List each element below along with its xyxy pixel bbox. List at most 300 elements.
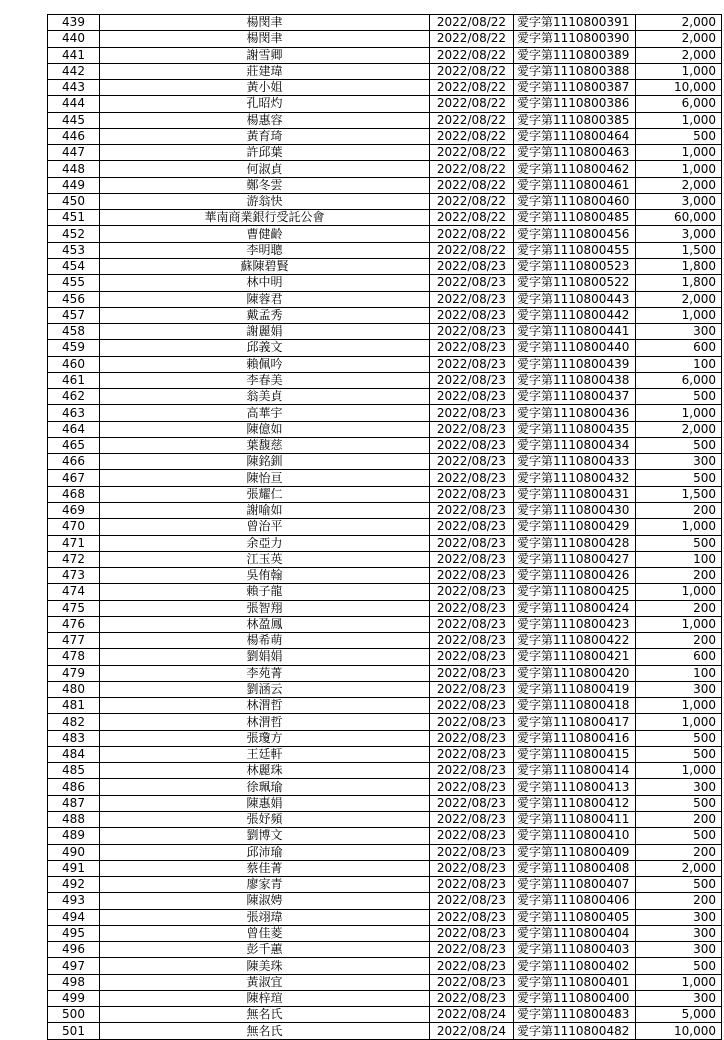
amount-cell: 2,000 — [636, 177, 722, 193]
donation-date-cell: 2022/08/22 — [430, 128, 514, 144]
amount-cell: 600 — [636, 649, 722, 665]
serial-number-cell: 461 — [48, 372, 100, 388]
serial-number-cell: 498 — [48, 974, 100, 990]
donor-name-cell: 無名氏 — [100, 1023, 430, 1039]
serial-number-cell: 464 — [48, 421, 100, 437]
receipt-number-cell: 愛字第1110800421 — [514, 649, 636, 665]
amount-cell: 500 — [636, 795, 722, 811]
serial-number-cell: 470 — [48, 519, 100, 535]
donation-date-cell: 2022/08/23 — [430, 942, 514, 958]
amount-cell: 500 — [636, 746, 722, 762]
receipt-number-cell: 愛字第1110800426 — [514, 568, 636, 584]
donor-name-cell: 謝麗娟 — [100, 324, 430, 340]
donor-name-cell: 曾佳菱 — [100, 925, 430, 941]
serial-number-cell: 494 — [48, 909, 100, 925]
amount-cell: 500 — [636, 958, 722, 974]
table-row — [48, 616, 722, 632]
receipt-number-cell: 愛字第1110800403 — [514, 942, 636, 958]
receipt-number-cell: 愛字第1110800413 — [514, 779, 636, 795]
receipt-number-cell: 愛字第1110800423 — [514, 616, 636, 632]
amount-cell: 500 — [636, 470, 722, 486]
donation-date-cell: 2022/08/23 — [430, 551, 514, 567]
amount-cell: 500 — [636, 389, 722, 405]
amount-cell: 300 — [636, 909, 722, 925]
donation-date-cell: 2022/08/23 — [430, 990, 514, 1006]
amount-cell: 200 — [636, 568, 722, 584]
serial-number-cell: 486 — [48, 779, 100, 795]
donor-name-cell: 張智翔 — [100, 600, 430, 616]
table-row — [48, 893, 722, 909]
table-row — [48, 812, 722, 828]
receipt-number-cell: 愛字第1110800424 — [514, 600, 636, 616]
amount-cell: 200 — [636, 893, 722, 909]
donor-name-cell: 陳怡亘 — [100, 470, 430, 486]
amount-cell: 1,800 — [636, 275, 722, 291]
receipt-number-cell: 愛字第1110800437 — [514, 389, 636, 405]
amount-cell: 500 — [636, 828, 722, 844]
table-row — [48, 990, 722, 1006]
table-row — [48, 63, 722, 79]
donor-name-cell: 李苑菁 — [100, 665, 430, 681]
donor-name-cell: 蔡佳菁 — [100, 860, 430, 876]
table-row — [48, 356, 722, 372]
donor-name-cell: 謝雪卿 — [100, 47, 430, 63]
donation-date-cell: 2022/08/23 — [430, 568, 514, 584]
serial-number-cell: 469 — [48, 502, 100, 518]
donor-name-cell: 彭千蕙 — [100, 942, 430, 958]
amount-cell: 300 — [636, 942, 722, 958]
table-row — [48, 145, 722, 161]
serial-number-cell: 450 — [48, 193, 100, 209]
donation-date-cell: 2022/08/22 — [430, 226, 514, 242]
table-row — [48, 795, 722, 811]
serial-number-cell: 496 — [48, 942, 100, 958]
donor-name-cell: 徐珮瑜 — [100, 779, 430, 795]
donation-date-cell: 2022/08/22 — [430, 161, 514, 177]
donation-table-body — [48, 15, 722, 1040]
donation-date-cell: 2022/08/22 — [430, 15, 514, 31]
donation-date-cell: 2022/08/23 — [430, 421, 514, 437]
donor-name-cell: 劉娟娟 — [100, 649, 430, 665]
amount-cell: 200 — [636, 812, 722, 828]
donation-date-cell: 2022/08/22 — [430, 193, 514, 209]
receipt-number-cell: 愛字第1110800387 — [514, 80, 636, 96]
serial-number-cell: 487 — [48, 795, 100, 811]
serial-number-cell: 481 — [48, 698, 100, 714]
donor-name-cell: 無名氏 — [100, 1007, 430, 1023]
amount-cell: 1,000 — [636, 112, 722, 128]
donation-date-cell: 2022/08/22 — [430, 242, 514, 258]
donation-date-cell: 2022/08/22 — [430, 210, 514, 226]
donation-date-cell: 2022/08/24 — [430, 1007, 514, 1023]
serial-number-cell: 468 — [48, 486, 100, 502]
receipt-number-cell: 愛字第1110800402 — [514, 958, 636, 974]
table-row — [48, 275, 722, 291]
amount-cell: 2,000 — [636, 47, 722, 63]
amount-cell: 1,000 — [636, 584, 722, 600]
donation-date-cell: 2022/08/23 — [430, 324, 514, 340]
receipt-number-cell: 愛字第1110800422 — [514, 633, 636, 649]
receipt-number-cell: 愛字第1110800485 — [514, 210, 636, 226]
amount-cell: 2,000 — [636, 31, 722, 47]
donor-name-cell: 余亞力 — [100, 535, 430, 551]
table-row — [48, 714, 722, 730]
amount-cell: 1,000 — [636, 974, 722, 990]
amount-cell: 1,000 — [636, 698, 722, 714]
donation-date-cell: 2022/08/23 — [430, 665, 514, 681]
receipt-number-cell: 愛字第1110800463 — [514, 145, 636, 161]
donation-date-cell: 2022/08/23 — [430, 437, 514, 453]
table-row — [48, 96, 722, 112]
receipt-number-cell: 愛字第1110800410 — [514, 828, 636, 844]
receipt-number-cell: 愛字第1110800522 — [514, 275, 636, 291]
amount-cell: 2,000 — [636, 291, 722, 307]
serial-number-cell: 474 — [48, 584, 100, 600]
amount-cell: 200 — [636, 633, 722, 649]
donor-name-cell: 鄭冬雲 — [100, 177, 430, 193]
serial-number-cell: 500 — [48, 1007, 100, 1023]
receipt-number-cell: 愛字第1110800417 — [514, 714, 636, 730]
table-row — [48, 1007, 722, 1023]
serial-number-cell: 466 — [48, 454, 100, 470]
amount-cell: 1,500 — [636, 242, 722, 258]
table-row — [48, 551, 722, 567]
donor-name-cell: 游翁快 — [100, 193, 430, 209]
receipt-number-cell: 愛字第1110800483 — [514, 1007, 636, 1023]
amount-cell: 3,000 — [636, 226, 722, 242]
donation-date-cell: 2022/08/23 — [430, 486, 514, 502]
table-row — [48, 502, 722, 518]
receipt-number-cell: 愛字第1110800404 — [514, 925, 636, 941]
table-row — [48, 584, 722, 600]
serial-number-cell: 489 — [48, 828, 100, 844]
donation-date-cell: 2022/08/23 — [430, 909, 514, 925]
table-row — [48, 307, 722, 323]
serial-number-cell: 490 — [48, 844, 100, 860]
table-row — [48, 389, 722, 405]
donor-name-cell: 江玉英 — [100, 551, 430, 567]
amount-cell: 5,000 — [636, 1007, 722, 1023]
receipt-number-cell: 愛字第1110800419 — [514, 681, 636, 697]
table-row — [48, 746, 722, 762]
receipt-number-cell: 愛字第1110800440 — [514, 340, 636, 356]
serial-number-cell: 497 — [48, 958, 100, 974]
table-row — [48, 633, 722, 649]
donor-name-cell: 翁美貞 — [100, 389, 430, 405]
amount-cell: 1,000 — [636, 714, 722, 730]
amount-cell: 500 — [636, 128, 722, 144]
donor-name-cell: 黃育琦 — [100, 128, 430, 144]
table-row — [48, 31, 722, 47]
donor-name-cell: 張瓊方 — [100, 730, 430, 746]
donor-name-cell: 陳惠娟 — [100, 795, 430, 811]
serial-number-cell: 442 — [48, 63, 100, 79]
table-row — [48, 128, 722, 144]
donation-date-cell: 2022/08/22 — [430, 63, 514, 79]
table-row — [48, 454, 722, 470]
table-row — [48, 372, 722, 388]
receipt-number-cell: 愛字第1110800456 — [514, 226, 636, 242]
table-row — [48, 421, 722, 437]
table-row — [48, 730, 722, 746]
amount-cell: 3,000 — [636, 193, 722, 209]
receipt-number-cell: 愛字第1110800400 — [514, 990, 636, 1006]
donor-name-cell: 陳蓉君 — [100, 291, 430, 307]
table-row — [48, 340, 722, 356]
table-row — [48, 161, 722, 177]
serial-number-cell: 443 — [48, 80, 100, 96]
serial-number-cell: 476 — [48, 616, 100, 632]
donor-name-cell: 曾治平 — [100, 519, 430, 535]
receipt-number-cell: 愛字第1110800428 — [514, 535, 636, 551]
donor-name-cell: 莊建瑋 — [100, 63, 430, 79]
receipt-number-cell: 愛字第1110800462 — [514, 161, 636, 177]
serial-number-cell: 441 — [48, 47, 100, 63]
receipt-number-cell: 愛字第1110800455 — [514, 242, 636, 258]
donor-name-cell: 楊閔聿 — [100, 31, 430, 47]
serial-number-cell: 491 — [48, 860, 100, 876]
serial-number-cell: 459 — [48, 340, 100, 356]
donation-date-cell: 2022/08/23 — [430, 860, 514, 876]
donation-date-cell: 2022/08/23 — [430, 795, 514, 811]
amount-cell: 10,000 — [636, 80, 722, 96]
receipt-number-cell: 愛字第1110800438 — [514, 372, 636, 388]
receipt-number-cell: 愛字第1110800414 — [514, 763, 636, 779]
receipt-number-cell: 愛字第1110800439 — [514, 356, 636, 372]
amount-cell: 2,000 — [636, 860, 722, 876]
receipt-number-cell: 愛字第1110800429 — [514, 519, 636, 535]
table-row — [48, 177, 722, 193]
serial-number-cell: 501 — [48, 1023, 100, 1039]
donation-date-cell: 2022/08/23 — [430, 307, 514, 323]
donor-name-cell: 張妤頻 — [100, 812, 430, 828]
receipt-number-cell: 愛字第1110800431 — [514, 486, 636, 502]
donor-name-cell: 葉馥慈 — [100, 437, 430, 453]
receipt-number-cell: 愛字第1110800405 — [514, 909, 636, 925]
receipt-number-cell: 愛字第1110800427 — [514, 551, 636, 567]
serial-number-cell: 478 — [48, 649, 100, 665]
receipt-number-cell: 愛字第1110800464 — [514, 128, 636, 144]
table-row — [48, 291, 722, 307]
donation-date-cell: 2022/08/23 — [430, 389, 514, 405]
amount-cell: 1,000 — [636, 145, 722, 161]
serial-number-cell: 472 — [48, 551, 100, 567]
amount-cell: 1,500 — [636, 486, 722, 502]
table-row — [48, 665, 722, 681]
serial-number-cell: 488 — [48, 812, 100, 828]
table-row — [48, 844, 722, 860]
donor-name-cell: 劉涵云 — [100, 681, 430, 697]
donor-name-cell: 賴子龍 — [100, 584, 430, 600]
donor-name-cell: 黃淑宜 — [100, 974, 430, 990]
donor-name-cell: 劉博文 — [100, 828, 430, 844]
serial-number-cell: 446 — [48, 128, 100, 144]
table-row — [48, 324, 722, 340]
donor-name-cell: 謝喻如 — [100, 502, 430, 518]
table-row — [48, 470, 722, 486]
serial-number-cell: 483 — [48, 730, 100, 746]
amount-cell: 100 — [636, 551, 722, 567]
receipt-number-cell: 愛字第1110800420 — [514, 665, 636, 681]
table-row — [48, 860, 722, 876]
amount-cell: 1,000 — [636, 307, 722, 323]
serial-number-cell: 452 — [48, 226, 100, 242]
donation-date-cell: 2022/08/22 — [430, 145, 514, 161]
donation-table — [47, 14, 722, 1040]
amount-cell: 200 — [636, 844, 722, 860]
receipt-number-cell: 愛字第1110800482 — [514, 1023, 636, 1039]
donor-name-cell: 陳淑娉 — [100, 893, 430, 909]
serial-number-cell: 451 — [48, 210, 100, 226]
serial-number-cell: 462 — [48, 389, 100, 405]
serial-number-cell: 479 — [48, 665, 100, 681]
donation-date-cell: 2022/08/23 — [430, 974, 514, 990]
amount-cell: 500 — [636, 535, 722, 551]
receipt-number-cell: 愛字第1110800433 — [514, 454, 636, 470]
receipt-number-cell: 愛字第1110800425 — [514, 584, 636, 600]
receipt-number-cell: 愛字第1110800401 — [514, 974, 636, 990]
table-row — [48, 15, 722, 31]
donation-date-cell: 2022/08/23 — [430, 600, 514, 616]
amount-cell: 1,000 — [636, 519, 722, 535]
donation-date-cell: 2022/08/23 — [430, 779, 514, 795]
amount-cell: 1,000 — [636, 161, 722, 177]
serial-number-cell: 499 — [48, 990, 100, 1006]
donor-name-cell: 許邱葉 — [100, 145, 430, 161]
donor-name-cell: 楊惠容 — [100, 112, 430, 128]
table-row — [48, 925, 722, 941]
receipt-number-cell: 愛字第1110800461 — [514, 177, 636, 193]
table-row — [48, 210, 722, 226]
donation-date-cell: 2022/08/22 — [430, 112, 514, 128]
receipt-number-cell: 愛字第1110800418 — [514, 698, 636, 714]
table-row — [48, 779, 722, 795]
donor-name-cell: 陳銘釧 — [100, 454, 430, 470]
amount-cell: 60,000 — [636, 210, 722, 226]
donation-date-cell: 2022/08/23 — [430, 958, 514, 974]
donor-name-cell: 陳梓瑄 — [100, 990, 430, 1006]
donation-date-cell: 2022/08/23 — [430, 730, 514, 746]
donor-name-cell: 高華宇 — [100, 405, 430, 421]
serial-number-cell: 485 — [48, 763, 100, 779]
donor-name-cell: 楊閔聿 — [100, 15, 430, 31]
serial-number-cell: 456 — [48, 291, 100, 307]
donor-name-cell: 陳美珠 — [100, 958, 430, 974]
donor-name-cell: 邱沛瑜 — [100, 844, 430, 860]
serial-number-cell: 460 — [48, 356, 100, 372]
table-row — [48, 47, 722, 63]
serial-number-cell: 457 — [48, 307, 100, 323]
donation-date-cell: 2022/08/23 — [430, 714, 514, 730]
donor-name-cell: 李春美 — [100, 372, 430, 388]
donation-date-cell: 2022/08/23 — [430, 372, 514, 388]
serial-number-cell: 465 — [48, 437, 100, 453]
donor-name-cell: 楊希萌 — [100, 633, 430, 649]
table-row — [48, 242, 722, 258]
receipt-number-cell: 愛字第1110800415 — [514, 746, 636, 762]
receipt-number-cell: 愛字第1110800411 — [514, 812, 636, 828]
donation-date-cell: 2022/08/23 — [430, 844, 514, 860]
donor-name-cell: 曹健齡 — [100, 226, 430, 242]
serial-number-cell: 449 — [48, 177, 100, 193]
receipt-number-cell: 愛字第1110800388 — [514, 63, 636, 79]
serial-number-cell: 475 — [48, 600, 100, 616]
receipt-number-cell: 愛字第1110800391 — [514, 15, 636, 31]
donation-date-cell: 2022/08/23 — [430, 535, 514, 551]
donor-name-cell: 邱義文 — [100, 340, 430, 356]
amount-cell: 200 — [636, 600, 722, 616]
amount-cell: 2,000 — [636, 15, 722, 31]
donation-date-cell: 2022/08/23 — [430, 584, 514, 600]
donor-name-cell: 林盈鳳 — [100, 616, 430, 632]
table-row — [48, 763, 722, 779]
table-row — [48, 600, 722, 616]
receipt-number-cell: 愛字第1110800412 — [514, 795, 636, 811]
donation-date-cell: 2022/08/23 — [430, 616, 514, 632]
donation-date-cell: 2022/08/23 — [430, 356, 514, 372]
table-row — [48, 535, 722, 551]
donor-name-cell: 孔昭灼 — [100, 96, 430, 112]
receipt-number-cell: 愛字第1110800523 — [514, 258, 636, 274]
table-row — [48, 1023, 722, 1039]
amount-cell: 300 — [636, 990, 722, 1006]
amount-cell: 300 — [636, 925, 722, 941]
donation-date-cell: 2022/08/23 — [430, 893, 514, 909]
donation-date-cell: 2022/08/23 — [430, 877, 514, 893]
donor-name-cell: 張耀仁 — [100, 486, 430, 502]
table-row — [48, 698, 722, 714]
amount-cell: 1,000 — [636, 405, 722, 421]
amount-cell: 2,000 — [636, 421, 722, 437]
receipt-number-cell: 愛字第1110800432 — [514, 470, 636, 486]
serial-number-cell: 482 — [48, 714, 100, 730]
serial-number-cell: 484 — [48, 746, 100, 762]
donation-date-cell: 2022/08/23 — [430, 405, 514, 421]
receipt-number-cell: 愛字第1110800434 — [514, 437, 636, 453]
donor-name-cell: 華南商業銀行受託公會 — [100, 210, 430, 226]
table-row — [48, 942, 722, 958]
receipt-number-cell: 愛字第1110800390 — [514, 31, 636, 47]
donor-name-cell: 賴佩吟 — [100, 356, 430, 372]
donation-date-cell: 2022/08/22 — [430, 80, 514, 96]
receipt-number-cell: 愛字第1110800436 — [514, 405, 636, 421]
amount-cell: 300 — [636, 324, 722, 340]
table-row — [48, 958, 722, 974]
amount-cell: 1,800 — [636, 258, 722, 274]
amount-cell: 6,000 — [636, 372, 722, 388]
amount-cell: 1,000 — [636, 616, 722, 632]
table-row — [48, 519, 722, 535]
donation-date-cell: 2022/08/23 — [430, 258, 514, 274]
receipt-number-cell: 愛字第1110800441 — [514, 324, 636, 340]
serial-number-cell: 447 — [48, 145, 100, 161]
serial-number-cell: 455 — [48, 275, 100, 291]
serial-number-cell: 444 — [48, 96, 100, 112]
donation-date-cell: 2022/08/23 — [430, 470, 514, 486]
receipt-number-cell: 愛字第1110800389 — [514, 47, 636, 63]
serial-number-cell: 463 — [48, 405, 100, 421]
receipt-number-cell: 愛字第1110800460 — [514, 193, 636, 209]
amount-cell: 10,000 — [636, 1023, 722, 1039]
donation-date-cell: 2022/08/23 — [430, 633, 514, 649]
table-row — [48, 80, 722, 96]
amount-cell: 200 — [636, 502, 722, 518]
serial-number-cell: 458 — [48, 324, 100, 340]
receipt-number-cell: 愛字第1110800408 — [514, 860, 636, 876]
table-row — [48, 568, 722, 584]
table-row — [48, 193, 722, 209]
donation-date-cell: 2022/08/23 — [430, 828, 514, 844]
